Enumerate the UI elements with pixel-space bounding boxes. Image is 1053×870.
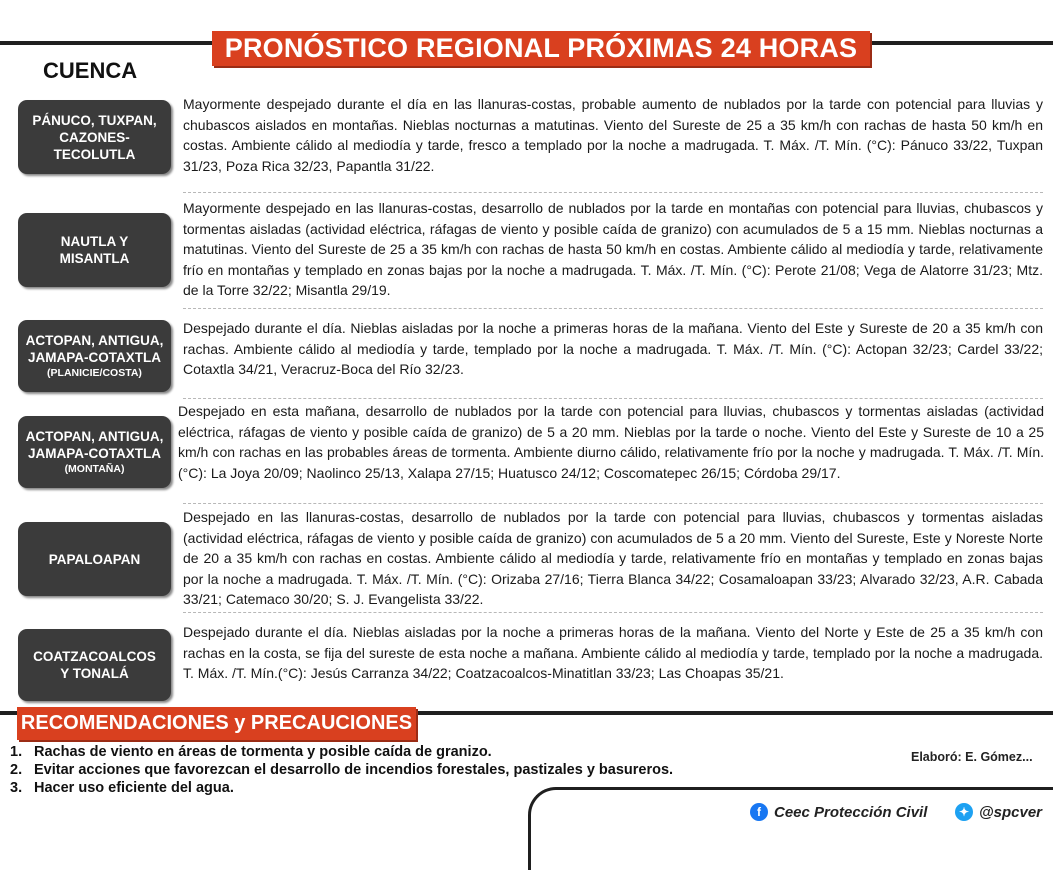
region-name: ACTOPAN, ANTIGUA, JAMAPA-COTAXTLA (25, 333, 164, 365)
twitter-icon: ✦ (955, 803, 973, 821)
region-name: NAUTLA Y MISANTLA (59, 234, 130, 266)
recommendations-title: RECOMENDACIONES y PRECAUCIONES (17, 707, 416, 740)
region-forecast-actopan-planicie: Despejado durante el día. Nieblas aisladas por la noche a primeras horas de la mañana. Viento del Este y Sureste de 20 a 35 km/h con rachas. Ambiente cálido al mediodía y tarde, templado por la noche a madrugada. T. Máx. /T. Mín. (°C): Actopan 32/23; Cardel 33/22; Cotaxtla 34/21, Veracruz-Boca del Río 32/23. (183, 320, 1043, 377)
facebook-link[interactable] (750, 803, 927, 821)
recommendation-text: Evitar acciones que favorezcan el desarrollo de incendios forestales, pastizales y basureros. (34, 762, 674, 778)
cuenca-heading: CUENCA (43, 58, 138, 83)
divider (183, 192, 1043, 193)
footer-arc (528, 787, 1053, 870)
region-name: COATZACOALCOS Y TONALÁ (33, 649, 156, 681)
author-credit: Elaboró: E. Gómez... (911, 750, 1033, 764)
twitter-link[interactable] (955, 803, 1042, 821)
recommendation-number: 1. (10, 744, 23, 760)
divider (183, 503, 1043, 504)
region-forecast-actopan-montana: Despejado en esta mañana, desarrollo de nublados por la tarde con potencial para lluvias, chubascos y tormentas aisladas (actividad eléctrica, ráfagas de viento y posible caída de granizo) de 5 a 20 mm. Nieblas por la tarde o noche. Viento del Este y Sureste de 10 a 25 km/h con rachas en las probables áreas de tormenta. Ambiente diurno cálido, relativamente frío por la noche y madrugada. T. Máx. /T. Mín.(°C): La Joya 20/09; Naolinco 25/13, Xalapa 27/15; Huatusco 24/12; Coscomatepec 26/15; Córdoba 29/17. (178, 403, 1044, 481)
recommendation-number: 3. (10, 780, 23, 796)
region-forecast-panuco: Mayormente despejado durante el día en las llanuras-costas, probable aumento de nublados por la tarde con potencial para lluvias y chubascos aislados en montañas. Nieblas nocturnas a matutinas. Viento del Sureste de 25 a 35 km/h con rachas de hasta 50 km/h en costas. Ambiente cálido al mediodía y tarde, fresco a templado por la noche a madrugada. T. Máx. /T. Mín. (°C): Pánuco 33/22, Tuxpan 31/23, Poza Rica 32/23, Papantla 31/22. (183, 96, 1043, 174)
facebook-handle: Ceec Protección Civil (774, 803, 928, 821)
recommendation-text: Rachas de viento en áreas de tormenta y posible caída de granizo. (34, 744, 492, 760)
recommendation-text: Hacer uso eficiente del agua. (34, 780, 234, 796)
recommendation-number: 2. (10, 762, 23, 778)
divider (183, 308, 1043, 309)
page-title: PRONÓSTICO REGIONAL PRÓXIMAS 24 HORAS (212, 31, 870, 66)
region-subname: (PLANICIE/COSTA) (47, 367, 142, 379)
region-forecast-coatzacoalcos: Despejado durante el día. Nieblas aisladas por la noche a primeras horas de la mañana. Viento del Norte y Este de 25 a 35 km/h con rachas en la costa, se fija del sureste de esta noche a mañana. Ambiente cálido al mediodía y tarde, templado por la noche a madrugada. T. Máx. /T. Mín.(°C): Jesús Carranza 34/22; Coatzacoalcos-Minatitlan 33/23; Las Choapas 35/21. (183, 624, 1043, 681)
region-box-actopan-montana (18, 416, 171, 488)
region-box-coatzacoalcos (18, 629, 171, 701)
region-box-nautla (18, 213, 171, 287)
recommendation-item (10, 761, 673, 779)
region-box-panuco (18, 100, 171, 174)
region-box-papaloapan (18, 522, 171, 596)
region-forecast-nautla: Mayormente despejado en las llanuras-costas, desarrollo de nublados por la tarde en montañas con potencial para lluvias, chubascos y tormentas aisladas (actividad eléctrica, ráfagas de viento y posible caída de granizo) con acumulados de 5 a 15 mm. Nieblas nocturnas a matutinas. Viento del Sureste de 25 a 35 km/h con rachas de hasta 50 km/h en costas. Ambiente cálido al mediodía y tarde, relativamente frío en montañas y templado en zonas bajas por la noche a madrugada. T. Máx. /T. Mín. (°C): Perote 21/08; Vega de Alatorre 31/23; Mtz. de la Torre 32/22; Misantla 29/19. (183, 200, 1043, 298)
recommendation-item (10, 743, 673, 761)
region-subname: (MONTAÑA) (64, 463, 125, 475)
region-name: PAPALOAPAN (48, 551, 141, 567)
twitter-handle: @spcver (979, 803, 1042, 821)
facebook-icon: f (750, 803, 768, 821)
divider (183, 398, 1043, 399)
region-forecast-papaloapan: Despejado en las llanuras-costas, desarrollo de nublados por la tarde con potencial para lluvias, chubascos y tormentas aisladas (actividad eléctrica, ráfagas de viento y posible caída de granizo) con acumulados de 5 a 20 mm. Viento del Sureste, Este y Noreste Norte de 20 a 35 km/h con rachas en costas. Ambiente cálido al mediodía y tarde, relativamente frío en montañas y templado en zonas bajas por la noche a madrugada. T. Máx. /T. Mín. (°C): Orizaba 27/16; Tierra Blanca 34/22; Cosamaloapan 33/23; Alvarado 32/23, A.R. Cabada 33/21; Catemaco 30/20; S. J. Evangelista 33/22. (183, 509, 1043, 607)
region-box-actopan-planicie (18, 320, 171, 392)
region-name: PÁNUCO, TUXPAN, CAZONES-TECOLUTLA (32, 112, 157, 162)
divider (183, 612, 1043, 613)
region-name: ACTOPAN, ANTIGUA, JAMAPA-COTAXTLA (25, 429, 164, 461)
